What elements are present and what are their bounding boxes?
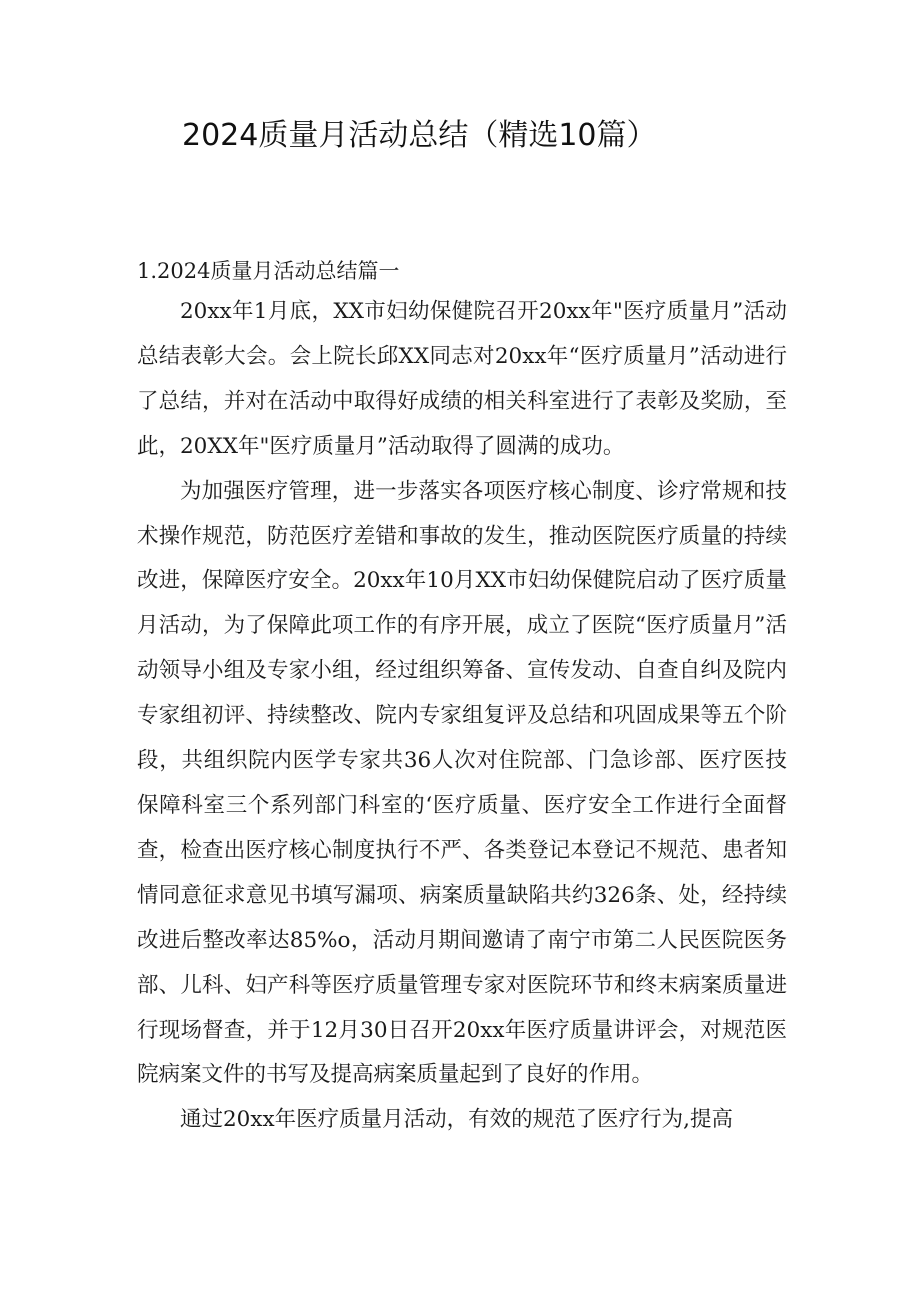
paragraph-1: 20xx年1月底，XX市妇幼保健院召开20xx年"医疗质量月”活动总结表彰大会。会上院长邱XX同志对20xx年“医疗质量月”活动进行了总结，并对在活动中取得好成绩的相关科室进行了表彰及奖励，至此，20XX年"医疗质量月”活动取得了圆满的成功。 xyxy=(137,299,787,459)
paragraph-3: 通过20xx年医疗质量月活动，有效的规范了医疗行为,提高 xyxy=(180,1107,733,1133)
body-text xyxy=(137,290,787,1143)
section-heading: 1.2024质量月活动总结篇一 xyxy=(137,259,400,283)
paragraph-2: 为加强医疗管理，进一步落实各项医疗核心制度、诊疗常规和技术操作规范，防范医疗差错和事故的发生，推动医院医疗质量的持续改进，保障医疗安全。20xx年10月XX市妇幼保健院启动了医疗质量月活动，为了保障此项工作的有序开展，成立了医院“医疗质量月”活动领导小组及专家小组，经过组织筹备、宣传发动、自查自纠及院内专家组初评、持续整改、院内专家组复评及总结和巩固成果等五个阶段，共组织院内医学专家共36人次对住院部、门急诊部、医疗医技保障科室三个系列部门科室的‘医疗质量、医疗安全工作进行全面督查，检查出医疗核心制度执行不严、各类登记本登记不规范、患者知情同意征求意见书填写漏项、病案质量缺陷共约326条、处，经持续改进后整改率达85%o，活动月期间邀请了南宁市第二人民医院医务部、儿科、妇产科等医疗质量管理专家对医院环节和终末病案质量进行现场督查，并于12月30日召开20xx年医疗质量讲评会，对规范医院病案文件的书写及提高病案质量起到了良好的作用。 xyxy=(137,478,787,1088)
document-title: 2024质量月活动总结（精选10篇） xyxy=(182,118,657,153)
